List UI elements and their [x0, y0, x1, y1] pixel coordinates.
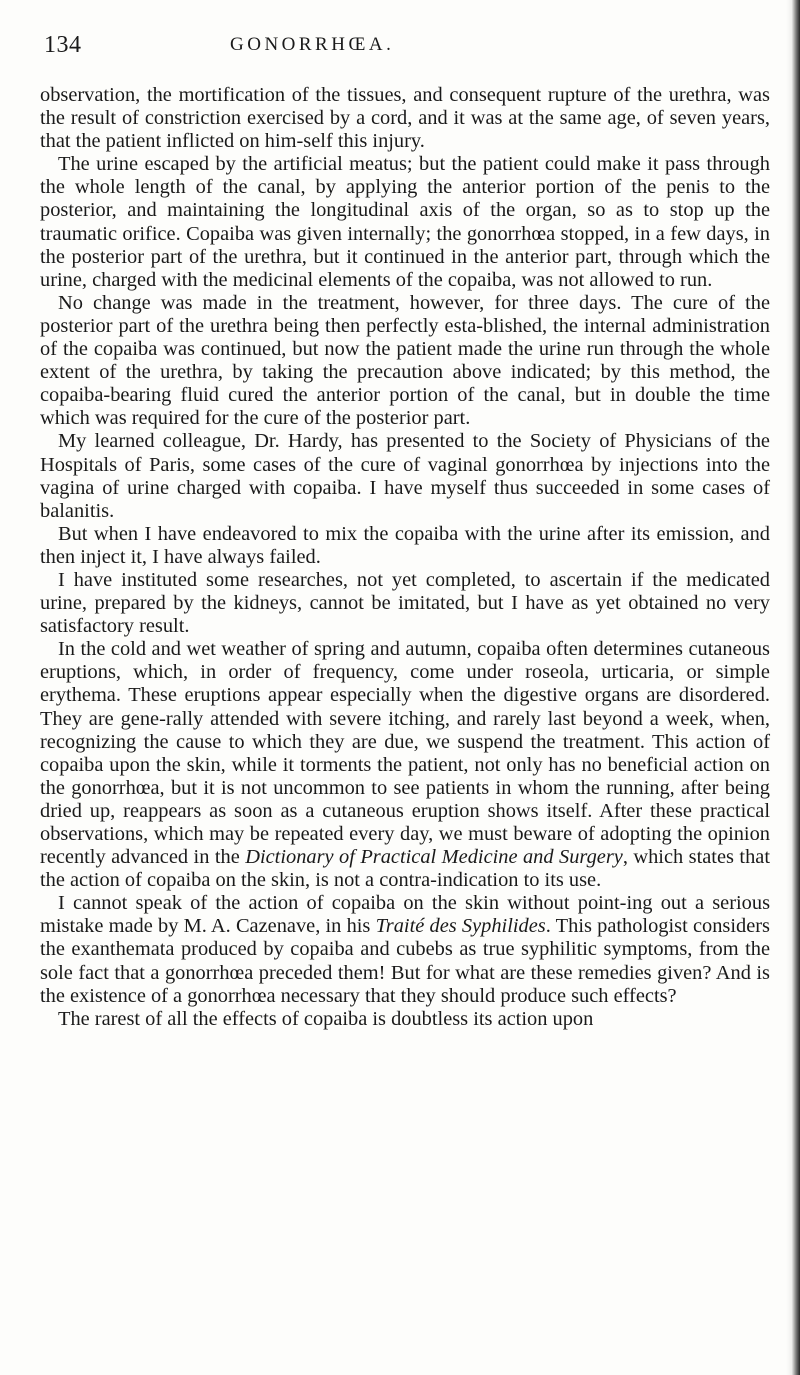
- paragraph: [40, 523, 770, 569]
- text-segment: I have instituted some researches, not yet completed, to ascertain if the medicated urine, prepared by the kidneys, cannot be imitated, but I have as yet obtained no very satisfactory result.: [40, 568, 770, 638]
- text-segment: My learned colleague, Dr. Hardy, has presented to the Society of Physicians of the Hospitals of Paris, some cases of the cure of vaginal gonorrhœa by injections into the vagina of urine charged with copaiba. I have myself thus succeeded in some cases of balanitis.: [40, 430, 770, 522]
- paragraph: [40, 430, 770, 522]
- body-text: [40, 84, 770, 1031]
- text-segment: , which states that the action of copaiba on the skin, is not a contra-indication to its use.: [40, 846, 770, 892]
- text-segment: No change was made in the treatment, however, for three days. The cure of the posterior part of the urethra being then perfectly esta-blished, the internal administration of the copaiba was continued, but now the patient made the urine run through the whole extent of the urethra, by taking the precaution above indicated; by this method, the copaiba-bearing fluid cured the anterior portion of the canal, but in double the time which was required for the cure of the posterior part.: [40, 291, 770, 430]
- text-segment: I cannot speak of the action of copaiba on the skin without point-ing out a serious mistake made by M. A. Cazenave, in his: [40, 892, 770, 938]
- text-segment: The urine escaped by the artificial meatus; but the patient could make it pass through the whole length of the canal, by applying the anterior portion of the penis to the posterior, and maintaining the longitudinal axis of the organ, so as to stop up the traumatic orifice. Copaiba was given internally; the gonorrhœa stopped, in a few days, in the posterior part of the urethra, but it continued in the anterior part, through which the urine, charged with the medicinal elements of the copaiba, was not allowed to run.: [40, 153, 770, 291]
- text-segment: But when I have endeavored to mix the copaiba with the urine after its emission, and then inject it, I have always failed.: [40, 522, 770, 568]
- page-number: 134: [44, 32, 82, 58]
- paragraph: [40, 292, 770, 431]
- paragraph: [40, 1008, 770, 1031]
- italic-title-traite: Traité des Syphilides: [375, 915, 546, 938]
- italic-title-dictionary: Dictionary of Practical Medicine and Surgery: [245, 846, 623, 869]
- text-segment: observation, the mortification of the tissues, and consequent rupture of the urethra, was the result of constriction exercised by a cord, and it was at the same age, of seven years, that the patient inflicted on him-self this injury.: [40, 84, 770, 153]
- page-header: [44, 32, 764, 66]
- text-segment: In the cold and wet weather of spring and autumn, copaiba often determines cutaneous eruptions, which, in order of frequency, come under roseola, urticaria, or simple erythema. These eruptions appear especially when the digestive organs are disordered. They are gene-rally attended with severe itching, and rarely last beyond a week, when, recognizing the cause to which they are due, we suspend the treatment. This action of copaiba upon the skin, while it torments the patient, not only has no beneficial action on the gonorrhœa, but it is not uncommon to see patients in whom the running, after being dried up, reappears as soon as a cutaneous eruption shows itself. After these practical observations, which may be repeated every day, we must beware of adopting the opinion recently advanced in the: [40, 638, 770, 869]
- paragraph: [40, 569, 770, 638]
- paragraph: [40, 84, 770, 153]
- paragraph: [40, 153, 770, 292]
- page-edge-shadow: [786, 0, 800, 1375]
- paragraph: [40, 638, 770, 892]
- text-segment: . This pathologist considers the exanthemata produced by copaiba and cubebs as true syphilitic symptoms, from the sole fact that a gonorrhœa preceded them! But for what are these remedies given? And is the existence of a gonorrhœa necessary that they should produce such effects?: [40, 915, 770, 1007]
- paragraph: [40, 892, 770, 1007]
- text-segment: The rarest of all the effects of copaiba is doubtless its action upon: [58, 1007, 594, 1030]
- running-title: GONORRHŒA.: [230, 34, 395, 55]
